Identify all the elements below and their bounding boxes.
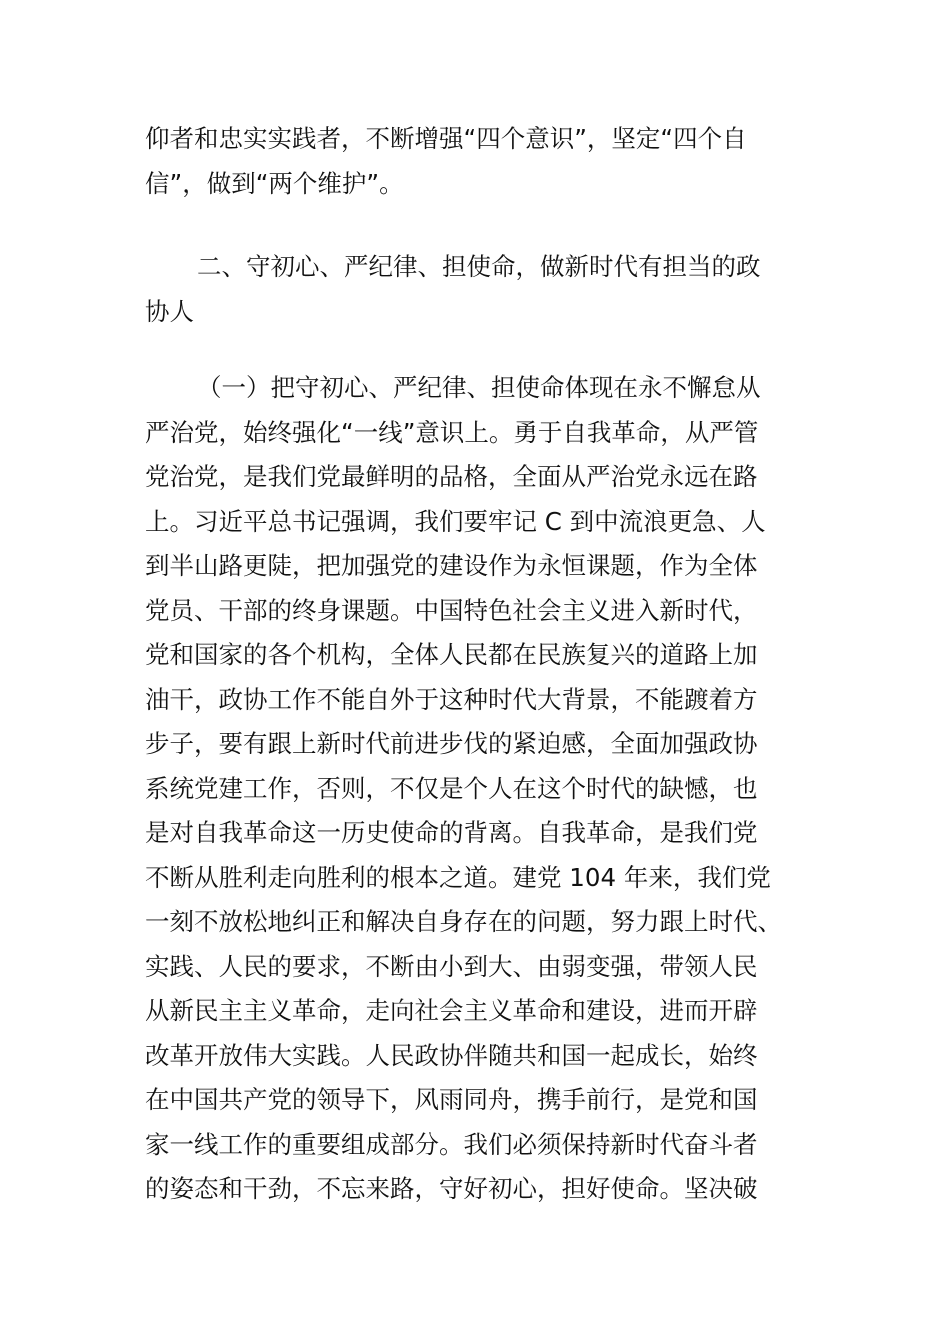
text-line: 从新民主主义革命，走向社会主义革命和建设，进而开辟 [145, 996, 758, 1025]
text-line: 信”，做到“两个维护”。 [145, 168, 404, 198]
text-line: 步子，要有跟上新时代前进步伐的紧迫感，全面加强政协 [145, 729, 758, 758]
text-line: 在中国共产党的领导下，风雨同舟，携手前行，是党和国 [145, 1085, 758, 1114]
text-line: 党和国家的各个机构，全体人民都在民族复兴的道路上加 [145, 640, 758, 669]
text-line: 家一线工作的重要组成部分。我们必须保持新时代奋斗者 [145, 1129, 758, 1159]
text-line: （一）把守初心、严纪律、担使命体现在永不懈怠从 [197, 373, 761, 402]
paragraph-continuation [145, 117, 805, 206]
text-line: 实践、人民的要求，不断由小到大、由弱变强，带领人民 [145, 951, 758, 981]
text-line: 改革开放伟大实践。人民政协伴随共和国一起成长，始终 [145, 1040, 758, 1070]
text-line: 系统党建工作，否则，不仅是个人在这个时代的缺憾，也 [145, 773, 758, 803]
text-line: 严治党，始终强化“一线”意识上。勇于自我革命，从严管 [145, 417, 759, 447]
text-line: 到半山路更陡，把加强党的建设作为永恒课题，作为全体 [145, 551, 758, 580]
text-line: 的姿态和干劲，不忘来路，守好初心，担好使命。坚决破 [145, 1174, 758, 1203]
text-line: 党员、干部的终身课题。中国特色社会主义进入新时代， [145, 595, 758, 625]
body-paragraph [145, 366, 805, 1212]
text-line: 是对自我革命这一历史使命的背离。自我革命，是我们党 [145, 818, 758, 847]
heading-line: 协人 [145, 296, 194, 326]
text-line: 仰者和忠实实践者，不断增强“四个意识”，坚定“四个自 [145, 124, 747, 153]
text-line: 不断从胜利走向胜利的根本之道。建党 104 年来，我们党 [145, 862, 771, 892]
text-line: 上。习近平总书记强调，我们要牢记 C 到中流浪更急、人 [145, 506, 766, 536]
heading-line: 二、守初心、严纪律、担使命，做新时代有担当的政 [197, 252, 761, 281]
section-heading [145, 245, 805, 334]
text-line: 党治党，是我们党最鲜明的品格，全面从严治党永远在路 [145, 462, 758, 491]
text-line: 一刻不放松地纠正和解决自身存在的问题，努力跟上时代、 [145, 907, 782, 936]
text-line: 油干，政协工作不能自外于这种时代大背景，不能踱着方 [145, 684, 758, 714]
